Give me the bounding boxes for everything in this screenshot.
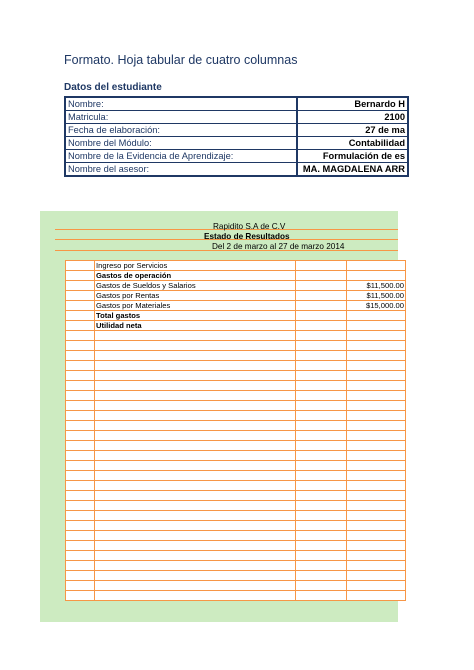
empty-cell (95, 491, 296, 501)
table-row (66, 261, 406, 271)
table-row (66, 481, 406, 491)
statement-name: Estado de Resultados (204, 232, 290, 241)
table-row (66, 591, 406, 601)
empty-cell (66, 581, 95, 591)
table-row (66, 451, 406, 461)
empty-cell (347, 541, 406, 551)
empty-cell (296, 401, 347, 411)
info-label: Nombre del asesor: (65, 163, 297, 177)
empty-cell (66, 351, 95, 361)
table-row (66, 441, 406, 451)
empty-cell (347, 411, 406, 421)
info-label: Nombre de la Evidencia de Aprendizaje: (65, 150, 297, 163)
empty-cell (95, 371, 296, 381)
empty-cell (95, 521, 296, 531)
empty-cell (66, 521, 95, 531)
empty-cell (347, 461, 406, 471)
table-row (66, 461, 406, 471)
empty-cell (66, 461, 95, 471)
empty-cell (296, 301, 347, 311)
empty-cell (66, 261, 95, 271)
table-row (66, 401, 406, 411)
empty-cell (66, 421, 95, 431)
empty-cell (95, 501, 296, 511)
table-row (66, 521, 406, 531)
empty-cell (66, 451, 95, 461)
empty-cell (66, 341, 95, 351)
amount-cell (347, 261, 406, 271)
empty-cell (66, 301, 95, 311)
empty-cell (296, 521, 347, 531)
empty-cell (95, 451, 296, 461)
table-row (66, 571, 406, 581)
empty-cell (296, 281, 347, 291)
empty-cell (347, 421, 406, 431)
empty-cell (95, 341, 296, 351)
empty-cell (296, 451, 347, 461)
empty-cell (296, 541, 347, 551)
empty-cell (95, 551, 296, 561)
empty-cell (66, 501, 95, 511)
empty-cell (95, 361, 296, 371)
table-row (66, 341, 406, 351)
empty-cell (296, 511, 347, 521)
amount-cell: $15,000.00 (347, 301, 406, 311)
empty-cell (66, 381, 95, 391)
empty-cell (347, 501, 406, 511)
concept-cell: Gastos de operación (95, 271, 296, 281)
empty-cell (95, 351, 296, 361)
table-row (66, 431, 406, 441)
table-row (66, 281, 406, 291)
empty-cell (347, 401, 406, 411)
empty-cell (66, 291, 95, 301)
amount-cell: $11,500.00 (347, 281, 406, 291)
student-info-row (65, 137, 408, 150)
student-info-row (65, 150, 408, 163)
table-row (66, 331, 406, 341)
table-row (66, 471, 406, 481)
empty-cell (66, 391, 95, 401)
empty-cell (296, 391, 347, 401)
concept-cell: Utilidad neta (95, 321, 296, 331)
empty-cell (296, 441, 347, 451)
empty-cell (95, 381, 296, 391)
empty-cell (296, 501, 347, 511)
empty-cell (95, 461, 296, 471)
info-label: Nombre: (65, 97, 297, 111)
empty-cell (347, 371, 406, 381)
empty-cell (296, 481, 347, 491)
info-value: Contabilidad (297, 137, 408, 150)
empty-cell (95, 511, 296, 521)
empty-cell (95, 391, 296, 401)
table-row (66, 391, 406, 401)
table-row (66, 511, 406, 521)
table-row (66, 311, 406, 321)
empty-cell (296, 491, 347, 501)
empty-cell (296, 421, 347, 431)
empty-cell (347, 431, 406, 441)
table-row (66, 411, 406, 421)
info-value: Bernardo H (297, 97, 408, 111)
empty-cell (66, 281, 95, 291)
info-label: Matricula: (65, 111, 297, 124)
table-row (66, 421, 406, 431)
empty-cell (66, 361, 95, 371)
empty-cell (296, 381, 347, 391)
table-row (66, 581, 406, 591)
info-label: Fecha de elaboración: (65, 124, 297, 137)
company-name: Rapidito S.A de C.V (213, 222, 286, 231)
empty-cell (95, 331, 296, 341)
table-row (66, 501, 406, 511)
info-value: Formulación de es (297, 150, 408, 163)
empty-cell (296, 551, 347, 561)
empty-cell (296, 271, 347, 281)
empty-cell (66, 571, 95, 581)
empty-cell (95, 581, 296, 591)
concept-cell: Gastos por Rentas (95, 291, 296, 301)
amount-cell: $11,500.00 (347, 291, 406, 301)
table-row (66, 351, 406, 361)
empty-cell (95, 591, 296, 601)
empty-cell (296, 531, 347, 541)
table-row (66, 301, 406, 311)
document-title: Formato. Hoja tabular de cuatro columnas (64, 53, 298, 67)
concept-cell: Ingreso por Servicios (95, 261, 296, 271)
empty-cell (95, 541, 296, 551)
empty-cell (296, 361, 347, 371)
empty-cell (347, 361, 406, 371)
table-row (66, 371, 406, 381)
empty-cell (66, 591, 95, 601)
empty-cell (66, 561, 95, 571)
table-row (66, 541, 406, 551)
empty-cell (95, 531, 296, 541)
table-row (66, 361, 406, 371)
empty-cell (296, 351, 347, 361)
empty-cell (347, 551, 406, 561)
info-value: 27 de ma (297, 124, 408, 137)
empty-cell (66, 321, 95, 331)
empty-cell (66, 551, 95, 561)
empty-cell (347, 581, 406, 591)
student-info-row (65, 111, 408, 124)
empty-cell (347, 441, 406, 451)
empty-cell (66, 441, 95, 451)
empty-cell (296, 261, 347, 271)
empty-cell (296, 571, 347, 581)
empty-cell (95, 471, 296, 481)
empty-cell (296, 411, 347, 421)
empty-cell (66, 531, 95, 541)
student-info-row (65, 163, 408, 177)
empty-cell (66, 471, 95, 481)
empty-cell (95, 441, 296, 451)
empty-cell (95, 431, 296, 441)
empty-cell (66, 331, 95, 341)
empty-cell (66, 271, 95, 281)
empty-cell (66, 371, 95, 381)
empty-cell (95, 561, 296, 571)
empty-cell (296, 371, 347, 381)
table-row (66, 531, 406, 541)
empty-cell (296, 591, 347, 601)
empty-cell (347, 591, 406, 601)
amount-cell (347, 311, 406, 321)
empty-cell (66, 541, 95, 551)
empty-cell (296, 291, 347, 301)
empty-cell (66, 311, 95, 321)
empty-cell (347, 451, 406, 461)
empty-cell (296, 311, 347, 321)
table-row (66, 291, 406, 301)
empty-cell (296, 561, 347, 571)
empty-cell (95, 571, 296, 581)
statement-grid (65, 260, 406, 601)
table-row (66, 321, 406, 331)
empty-cell (95, 411, 296, 421)
empty-cell (347, 491, 406, 501)
empty-cell (347, 571, 406, 581)
empty-cell (347, 531, 406, 541)
empty-cell (296, 321, 347, 331)
empty-cell (296, 471, 347, 481)
empty-cell (95, 401, 296, 411)
student-info-row (65, 124, 408, 137)
empty-cell (296, 331, 347, 341)
amount-cell (347, 271, 406, 281)
info-label: Nombre del Módulo: (65, 137, 297, 150)
empty-cell (347, 341, 406, 351)
empty-cell (66, 491, 95, 501)
empty-cell (347, 391, 406, 401)
concept-cell: Total gastos (95, 311, 296, 321)
table-row (66, 381, 406, 391)
empty-cell (66, 481, 95, 491)
student-info-table (64, 96, 409, 177)
empty-cell (347, 351, 406, 361)
amount-cell (347, 321, 406, 331)
student-info-row (65, 97, 408, 111)
empty-cell (66, 431, 95, 441)
empty-cell (347, 511, 406, 521)
student-section-label: Datos del estudiante (64, 82, 162, 93)
concept-cell: Gastos de Sueldos y Salarios (95, 281, 296, 291)
table-row (66, 491, 406, 501)
info-value: 2100 (297, 111, 408, 124)
empty-cell (347, 381, 406, 391)
empty-cell (347, 561, 406, 571)
empty-cell (66, 511, 95, 521)
table-row (66, 271, 406, 281)
empty-cell (95, 421, 296, 431)
info-value: MA. MAGDALENA ARR (297, 163, 408, 177)
empty-cell (347, 471, 406, 481)
table-row (66, 561, 406, 571)
empty-cell (347, 481, 406, 491)
empty-cell (347, 521, 406, 531)
empty-cell (296, 461, 347, 471)
empty-cell (347, 331, 406, 341)
empty-cell (95, 481, 296, 491)
statement-period: Del 2 de marzo al 27 de marzo 2014 (212, 242, 345, 251)
empty-cell (66, 411, 95, 421)
empty-cell (66, 401, 95, 411)
empty-cell (296, 581, 347, 591)
empty-cell (296, 341, 347, 351)
income-statement-sheet (40, 211, 404, 622)
table-row (66, 551, 406, 561)
empty-cell (296, 431, 347, 441)
concept-cell: Gastos por Materiales (95, 301, 296, 311)
